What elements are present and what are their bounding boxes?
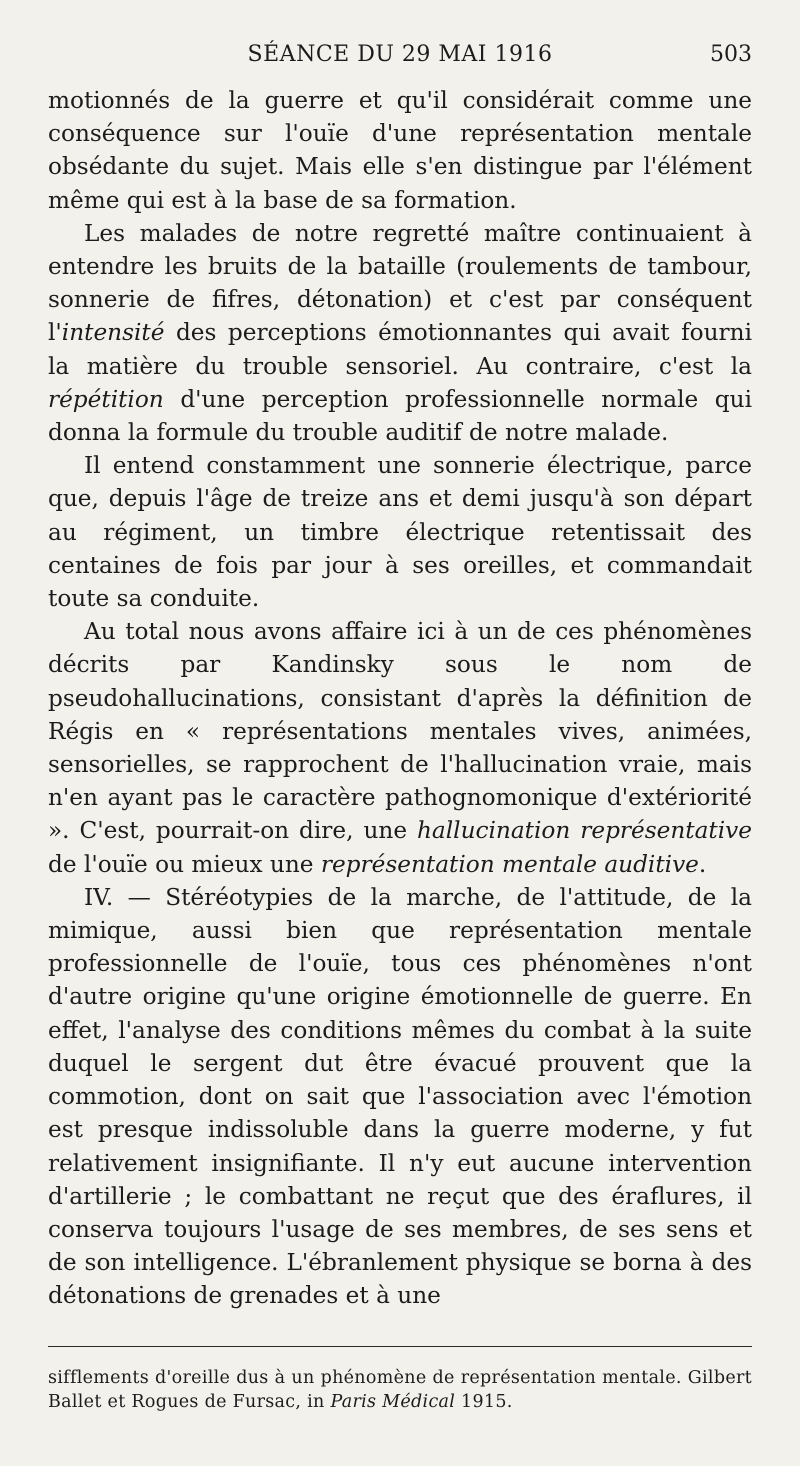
italic-text: représentation mentale auditive	[320, 850, 699, 878]
paragraph-text: Les malades de notre regretté maître continuaient à entendre les bruits de la bataille (roulements de tambour, sonnerie de fifres, détonation) et c'est par conséquent l'	[48, 219, 752, 347]
book-page	[48, 0, 752, 1466]
paragraph	[48, 449, 752, 615]
paragraph	[48, 217, 752, 449]
running-head	[48, 40, 752, 80]
paragraph-text: .	[698, 850, 707, 878]
italic-text: répétition	[48, 385, 164, 413]
paragraph-text: IV. — Stéréotypies de la marche, de l'attitude, de la mimique, aussi bien que représentation mentale professionnelle de l'ouïe, tous ces phénomènes n'ont d'autre origine qu'une origine émotionnelle de guerre. En effet, l'analyse des conditions mêmes du combat à la suite duquel le sergent dut être évacué prouvent que la commotion, dont on sait que l'association avec l'émotion est presque indissoluble dans la guerre moderne, y fut relativement insignifiante. Il n'y eut aucune intervention d'artillerie ; le combattant ne reçut que des éraflures, il conserva toujours l'usage de ses membres, de ses sens et de son intelligence. L'ébranlement physique se borna à des détonations de grenades et à une	[48, 883, 752, 1310]
paragraph	[48, 881, 752, 1313]
paragraph	[48, 615, 752, 881]
italic-text: intensité	[61, 319, 165, 347]
page-number: 503	[710, 42, 752, 67]
paragraph-text: de l'ouïe ou mieux une	[48, 850, 321, 878]
footnote-year: 1915.	[455, 1392, 513, 1412]
paragraph-text: Au total nous avons affaire ici à un de ces phénomènes décrits par Kandinsky sous le nom de pseudohallucinations, consistant d'après la définition de Régis en « représentations mentales vives, animées, sensorielles, se rapprochent de l'hallucination vraie, mais n'en ayant pas le caractère pathognomonique d'extériorité ». C'est, pourrait-on dire, une	[48, 618, 752, 845]
footnote-rule	[48, 1346, 752, 1347]
paragraph-text: Il entend constamment une sonnerie électrique, parce que, depuis l'âge de treize ans et demi jusqu'à son départ au régiment, un timbre électrique retentissait des centaines de fois par jour à ses oreilles, et commandait toute sa conduite.	[48, 452, 752, 613]
running-head-title: SÉANCE DU 29 MAI 1916	[247, 42, 553, 67]
footnote-journal: Paris Médical	[330, 1392, 456, 1412]
paragraph-text: motionnés de la guerre et qu'il considérait comme une conséquence sur l'ouïe d'une représentation mentale obsédante du sujet. Mais elle s'en distingue par l'élément même qui est à la base de sa formation.	[48, 87, 752, 214]
body-text	[48, 84, 752, 1313]
footnote	[48, 1366, 752, 1414]
paragraph	[48, 84, 752, 217]
footnote-text: sifflements d'oreille dus à un phénomène de représentation mentale. Gilbert Ballet et Rogues de Fursac, in	[48, 1368, 752, 1412]
italic-text: hallucination représentative	[417, 817, 752, 845]
paragraph-text: d'une perception professionnelle normale qui donna la formule du trouble auditif de notre malade.	[48, 385, 752, 447]
paragraph-text: des perceptions émotionnantes qui avait fourni la matière du trouble sensoriel. Au contraire, c'est la	[48, 319, 752, 380]
